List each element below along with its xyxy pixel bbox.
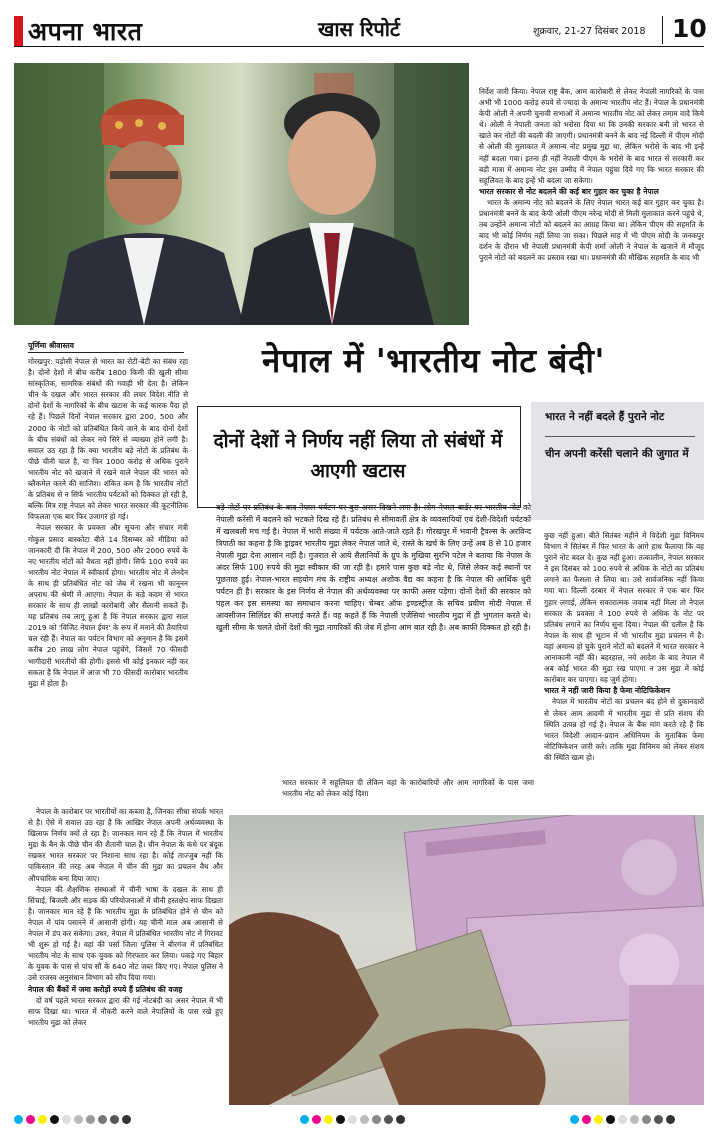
registration-marks-right (570, 1109, 678, 1128)
byline: पूर्णिमा श्रीवास्तव (28, 341, 184, 353)
section-title: खास रिपोर्ट (318, 17, 401, 41)
right-subhead: भारत ने नहीं जारी किया है फेमा नोटिफिकेशन (544, 686, 670, 696)
right-column (544, 530, 704, 763)
registration-marks-left (14, 1109, 134, 1128)
sidebar-body: चीन अपनी करेंसी चलाने की जुगात में (545, 448, 689, 460)
boxed-article-body: बड़े नोटों पर प्रतिबंध के बाद नेपाल पर्यटन पर बुरा असर दिखने लगा है। लोग नेपाल बार्डर पर भारतीय नोट को नेपाली करेंसी में बदलने को भटकते दिख रहे हैं। प्रतिबंध से सीमावर्ती क्षेत्र के व्यवसायियों एवं देशी-विदेशी पर्यटकों में खलबली मच गई है। नेपाल में भारी संख्या में पर्यटक आते-जाते रहते हैं। गोरखपुर में भवानी ट्रैवल्स के अरविन्द त्रिपाठी का कहना है कि ड्राइवर भारतीय मुद्रा लेकर नेपाल जाते थे, रास्ते के खर्च के लिए उन्हें अब 8 से 10 हजार नेपाली मुद्रा देना आसान नहीं है। गुजरात से आये सैलानियों के ग्रुप के मुखिया सुरभि पटेल ने बताया कि नेपाल के अंदर सिर्फ 100 रुपये की मुद्रा स्वीकार की जा रही है। हमारे पास कुछ बड़े नोट थे, जिसे लेकर कई स्थानों पर पूछताछ हुई। नेपाल-भारत सहयोग मंच के राष्ट्रीय अध्यक्ष अशोक वैद्य का कहना है कि नेपाल की आर्थिक धुरी पर्यटन ही है। सरकार के इस निर्णय से नेपाल की अर्थव्यवस्था पर काफी असर पड़ेगा। दोनों देशों की सरकार को पहल कर इस समस्या का समाधान करना चाहिए। चेम्बर ऑफ इण्डस्ट्रीज के सचिव प्रवीण मोदी नेपाल में आवसीजन सिलिंडर की सप्लाई करते हैं। वह कहते हैं कि नेपाली एजेंसियां भारतीय मुद्रा में ही भुगतान करते थे। खुली सीमा के चलते दोनों देशों की मुद्रा नागरिकों की जेब में होना आम बात रही है। अब काफी दिक्कत हो रही है। (216, 503, 531, 632)
registration-marks-center (300, 1109, 408, 1128)
right-paragraph-1: कुछ नहीं हुआ। बीते सितंबर महीने में विदेशी मुद्रा विनिमय विभाग ने सितंबर में फिर भारत के आगे हाथ फैलाया कि वह पुराने नोट बदल दे। कुछ नहीं हुआ। तत्कालीन, नेपाल सरकार ने इस दिसंबर को 100 रुपये से अधिक के नोटों का प्रतिबंध लगाने का फैसला ले लिया था। उसे सार्वजनिक नहीं किया गया था। दिल्ली दरबार में नेपाल सरकार ने एक बार फिर गुहार लगाई, लेकिन सकारात्मक जवाब नहीं मिला तो नेपाल सरकार के प्रवक्ता ने 100 रुपये से अधिक के नोट पर प्रतिबंध लगाने का निर्णय सुना दिया। नेपाल की दलील है कि नेपाल के साथ ही भूटान में भी भारतीय मुद्रा प्रचलन में है। वहां अमान्य हो चुके पुराने नोटों को बदलने में भारत सरकार ने आनाकानी नहीं की। बहरहाल, नये आदेश के बाद नेपाल में अब कोई भारत की मुद्रा रख पाएगा न उस मुद्रा में कोई कारोबार कर पाएगा। यह जुर्म होगा। (544, 531, 704, 685)
bottom-left-column (28, 806, 223, 1028)
photo-leaders (14, 63, 469, 325)
masthead-title: अपना भारत (28, 17, 143, 46)
photo-leaders-graphic (14, 63, 469, 325)
bottom-left-paragraph-3: दो वर्ष पहले भारत सरकार द्वारा की गई नोटबंदी का असर नेपाल में भी साफ दिखा था। भारत में नौकरी करने वाले नेपालियों के पास रखे हुए भारतीय मुद्रा को लेकर (28, 995, 223, 1027)
header-rule (14, 46, 704, 47)
page-headline: नेपाल में 'भारतीय नोट बंदी' (262, 341, 606, 380)
left-paragraph-2: नेपाल सरकार के प्रवक्ता और सूचना और संचार मंत्री गोकुल प्रसाद बास्कोटा बीते 14 दिसम्बर को मीडिया को जानकारी दी कि नेपाल में 200, 500 और 2000 रुपये के नए भारतीय नोटों को वैधता नहीं होगी। सिर्फ 100 रुपये का भारतीय नोट नेपाल में स्वीकार्य होगा। भारतीय नोट में लेनदेन के साथ ही प्रतिबंधित नोट को जेब में रखना भी कानूनन अपराध की श्रेणी में आएगा। नेपाल के कड़े कदम से भारत सरकार के साथ ही लाखों कारोबारी और सैलानी सकते हैं। यह प्रतिबंध तब लागू हुआ है कि नेपाल सरकार द्वारा साल 2019 को 'विजिट नेपाल ईयर' के रूप में मनाने की तैयारियां चल रही हैं। नेपाल का पर्यटन विभाग को अनुमान है कि इसमें करीब 20 लाख लोग नेपाल पहुंचेंगे, जिसमें 70 फीसदी भागीदारी भारतीयों की होगी। इससे भी कोई इनकार नहीं कर सकता है कि नेपाल में आज भी 70 फीसदी कारोबार भारतीय मुद्रा में होता है। (28, 523, 188, 688)
bottom-left-subhead: नेपाल की बैंकों में जमा करोड़ों रुपये हैं प्रतिबंध की वजह (28, 984, 183, 994)
page-number: 10 (672, 14, 707, 43)
dateline: शुक्रवार, 21-27 दिसंबर 2018 (533, 26, 646, 37)
mid-row-text: भारत सरकार ने सहूलियत दी लेकिन वहां के कारोबारियों और आम नागरिकों के पास जमा भारतीय नोट को लेकर कोई दिशा (282, 778, 534, 799)
top-right-subhead: भारत सरकार से नोट बदलने की कई बार गुहार कर चुका है नेपाल (479, 186, 659, 196)
masthead-accent-bar (14, 16, 23, 46)
sidebar-divider (545, 436, 695, 437)
left-column (28, 356, 188, 689)
sidebar-heading: भारत ने नहीं बदले हैं पुराने नोट (545, 411, 665, 423)
photo-currency (229, 815, 704, 1105)
top-right-paragraph-1: निर्देश जारी किया। नेपाल राष्ट्र बैंक, आम कारोबारी से लेकर नेपाली नागरिकों के पास अभी भी 1000 करोड़ रुपये से ज्यादा के अमान्य भारतीय नोट हैं। नेपाल के प्रधानमंत्री केपी ओली ने अपनी चुनावी सभाओं में अमान्य भारतीय नोट को लेकर तमाम वादे किये थे। ओली ने नेपाली जनता को भरोसा दिया था कि उनकी सरकार बनी तो भारत से खाते कर नोटों की बदली की जाएगी। प्रधानमंत्री बनने के बाद नई दिल्ली में पीएम मोदी से ओली की मुलाकात में अमान्य नोट प्रमुख मुद्दा था, लेकिन भरोसे के बाद भी इन्हें नहीं बदला गया। इतना ही नहीं नेपाली पीएम के भरोसे के बाद भारत से सरकारी कर बड़ी मात्रा में अमान्य नोट इस उम्मीद में नेपाल पहुंचा दिये गए कि भारत सरकार की सहूलियत के बाद इन्हें भी बदला जा सकेगा। (479, 87, 704, 185)
page-number-divider (662, 16, 663, 44)
right-paragraph-2: नेपाल में भारतीय नोटों का प्रचलन बंद होने से दुकानदारों से लेकर आम आदमी में भारतीय मुद्रा से प्रति संशय की स्थिति उत्पन्न हो गई है। नेपाल के बैंक मांग करते रहे हैं कि भारत विदेशी आदान-प्रदान अधिनियम के मुताबिक फेमा नोटिफिकेशन जारी करे। ताकि मुद्रा विनिमय को लेकर संशय की स्थिति खत्म हो। (544, 697, 704, 762)
bottom-left-paragraph-2: नेपाल की शैक्षणिक संस्थाओं में चीनी भाषा के दखल के साथ ही सिंचाई, बिजली और सड़क की परियोजनाओं में चीनी हस्तक्षेप साफ दिखता है। जानकार मान रहे हैं कि भारतीय मुद्रा के प्रतिबंधित होने से चीन को नेपाल में पांव पसारने में आसानी होगी। यह चीनी माल अब आसानी से नेपाल में डंप कर सकेगा। उधर, नेपाल में प्रतिबंधित भारतीय नोट में गिरावट भी शुरू हो गई है। वहां की पर्सा जिला पुलिस ने बीरगंज में प्रतिबंधित भारतीय नोट के साथ एक युवक को गिरफ्तार कर लिया। पकड़े गए बिहार के युवक के पास से पांच सौ के 640 नोट जब्त किए गए। नेपाल पुलिस ने उसे राजस्व अनुसंधान विभाग को सौंप दिया गया। (28, 884, 223, 983)
photo-currency-graphic (229, 815, 704, 1105)
left-paragraph-1: गोरखपुर: पड़ोसी नेपाल से भारत का रोटी-बेटी का संबंध रहा है। दोनों देशों में बीच करीब 1800 किमी की खुली सीमा सांस्कृतिक, सामरिक संबंधों की गवाही भी देता है। लेकिन चीन के दखल और भारत सरकार की लचर विदेश नीति से दोनों देशों के नागरिकों के बीच खटास के कई कारक पैदा हो रहे हैं। पिछले दिनों नेपाल सरकार द्वारा 200, 500 और 2000 के नोटों को प्रतिबंधित किये जाने के बाद दोनों देशों के बीच संबंधों को लेकर नये सिरे से व्याख्या होने लगी है। सवाल उठ रहा है कि क्या भारतीय बड़े नोटों के प्रतिबंध के पीछे चीनी चाल है, या फिर 1000 करोड़ से अधिक पुराने भारतीय नोट को खजाने में रखने वाले नेपाल की भारत को ब्लैकमेल करने की साजिश। शंकित कम है कि भारतीय नोटों के प्रतिबंध से न सिर्फ भारतीय पर्यटकों को दिक्कत हो रही है, बल्कि मित्र राष्ट्र नेपाल को लेकर भारत सरकार की कूटनीतिक विफलता एक बार फिर उजागर हो गई। (28, 357, 188, 522)
boxed-article-heading: दोनों देशों ने निर्णय नहीं लिया तो संबंधों में आएगी खटास (213, 430, 503, 482)
top-right-paragraph-2: भारत के अमान्य नोट को बदलने के लिए नेपाल भारत कई बार गुहार कर चुका है। प्रधानमंत्री बनने के बाद केपी ओली पीएम नरेन्द्र मोदी से मिली मुलाकात करने पहुंचे थे, तब उन्होंने अमान्य नोटों को बदलने का आग्रह किया था। लेकिन पीएम की सहमति के बाद भी कोई निर्णय नहीं लिया जा सका। पिछले माह में भी पीएम मोदी के जनकपुर दर्शन के दौरान भी नेपाली प्रधानमंत्री केपी शर्मा ओली ने नेपाल के खजाने में मौजूद पुराने नोटों को बदलने का प्रस्ताव रखा था। प्रधानमंत्री की मौखिक सहमति के बाद भी (479, 197, 704, 263)
top-right-column (479, 86, 704, 264)
bottom-left-paragraph-1: नेपाल के कारोबार पर भारतीयों का कब्जा है, जिनका सीधा संपर्क भारत से है। ऐसे में सवाल उठ रहा है कि आखिर नेपाल अपनी अर्थव्यवस्था के खिलाफ निर्णय क्यों ले रहा है। जानकार मान रहे हैं कि नेपाल में भारतीय मुद्रा के बैन के पीछे चीन की शैतानी चाल है। चीन नेपाल के कंधे पर बंदूक रखकर भारत सरकार पर निशाना साध रहा है। कोई ताज्जुब नहीं कि पाकिस्तान की तरह अब नेपाल में चीन की मुद्रा का प्रचलन वैध और औपचारिक बना दिया जाए। (28, 807, 223, 883)
